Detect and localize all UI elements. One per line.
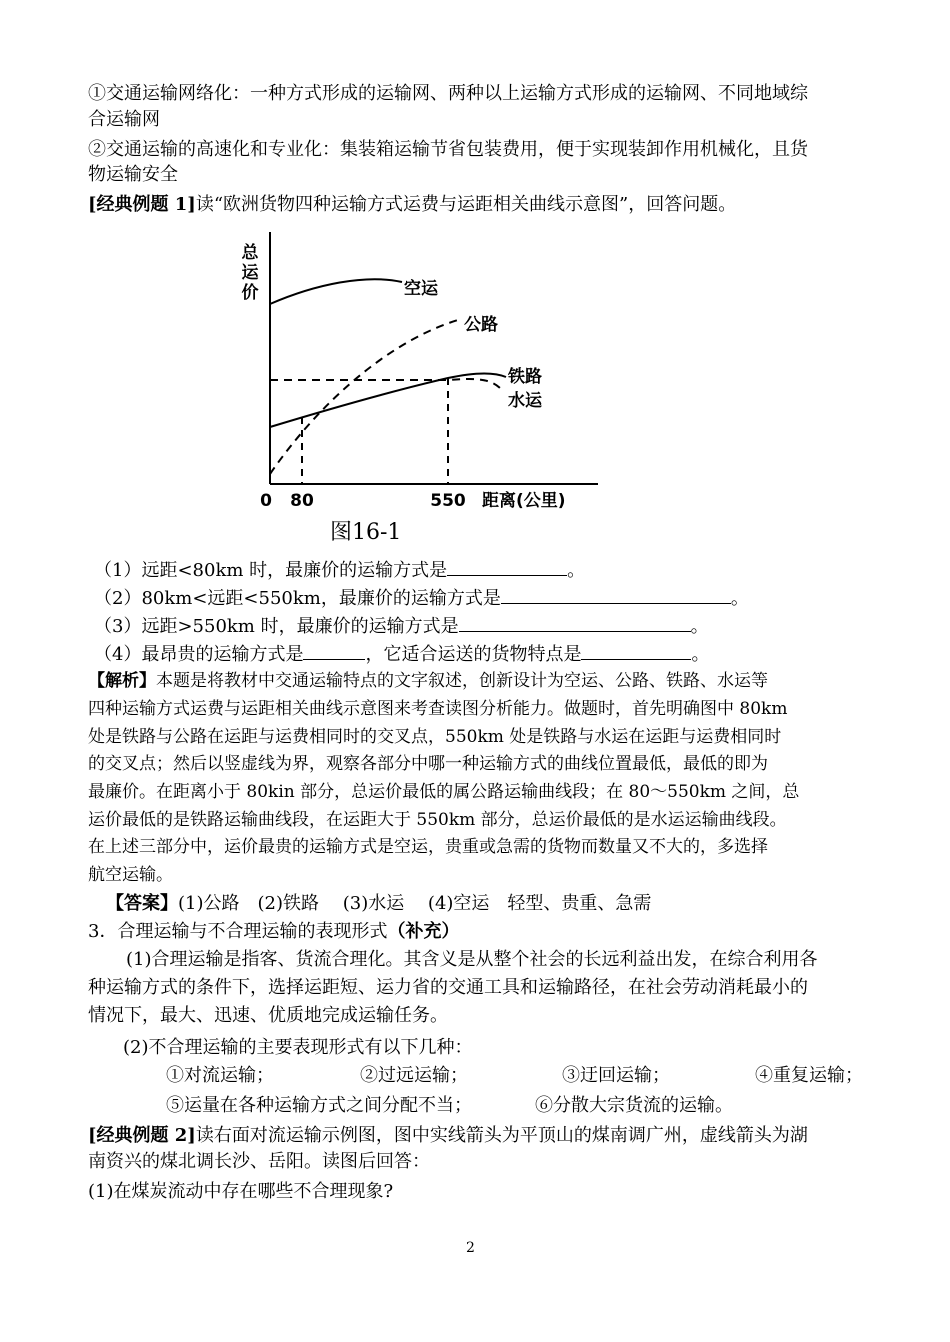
y-axis-label-3: 价 (241, 283, 259, 303)
section-title-note: （补充） (387, 921, 460, 942)
series-label-road: 公路 (464, 315, 498, 335)
answer-blank[interactable] (501, 585, 731, 604)
question-2 (94, 585, 874, 611)
question-3 (94, 613, 874, 639)
answer-text: (1)公路 (2)铁路 (3)水运 (4)空运 轻型、贵重、急需 (178, 893, 652, 914)
paragraph-line: (1)合理运输是指客、货流合理化。其含义是从整个社会的长远利益出发，在综合利用各 (126, 949, 818, 970)
example1-heading (88, 193, 868, 217)
series-label-water: 水运 (508, 391, 542, 411)
series-label-rail: 铁路 (508, 367, 542, 387)
question-4 (94, 641, 874, 667)
series-air-line (270, 279, 402, 304)
example2-tag: [经典例题 2] (88, 1125, 196, 1146)
example2-line-1 (88, 1124, 868, 1148)
question-end: 。 (567, 560, 586, 581)
list-item: ⑤运量在各种运输方式之间分配不当； (166, 1095, 472, 1116)
list-item: ②过远运输； (360, 1065, 468, 1086)
x-tick-80: 80 (290, 491, 314, 511)
text-line: ②交通运输的高速化和专业化：集装箱运输节省包装费用，便于实现装卸作用机械化，且货 (88, 139, 808, 160)
list-item: ⑥分散大宗货流的运输。 (535, 1095, 733, 1116)
analysis-line: 航空运输。 (88, 865, 173, 885)
paragraph-line: 种运输方式的条件下，选择运距短、运力省的交通工具和运输路径，在社会劳动消耗最小的 (88, 977, 808, 998)
page-number: 2 (466, 1240, 475, 1256)
answer-blank[interactable] (459, 613, 691, 632)
question-text: ，它适合运送的货物特点是 (365, 644, 582, 665)
question-end: 。 (691, 644, 710, 665)
text-line: ①交通运输网络化：一种方式形成的运输网、两种以上运输方式形成的运输网、不同地域综 (88, 83, 808, 104)
question-text: （3）远距>550km 时，最廉价的运输方式是 (94, 616, 459, 637)
x-tick-550: 550 (430, 491, 466, 511)
series-rail-line (270, 379, 502, 390)
series-road-line (270, 320, 458, 474)
answer-tag: 【答案】 (106, 893, 178, 914)
example2-text: 读右面对流运输示例图，图中实线箭头为平顶山的煤南调广州，虚线箭头为湖 (195, 1125, 808, 1146)
question-end: 。 (690, 616, 709, 637)
analysis-line: 在上述三部分中，运价最贵的运输方式是空运，贵重或急需的货物而数量又不大的，多选择 (88, 837, 768, 857)
figure-caption: 图16-1 (330, 520, 402, 545)
answer-blank[interactable] (303, 641, 365, 660)
question-text: （4）最昂贵的运输方式是 (94, 644, 304, 665)
paragraph-line: 情况下，最大、迅速、优质地完成运输任务。 (88, 1005, 448, 1026)
answer-blank[interactable] (581, 641, 691, 660)
paragraph-line: (2)不合理运输的主要表现形式有以下几种： (123, 1037, 473, 1058)
series-water-line (270, 373, 506, 427)
analysis-line: 的交叉点；然后以竖虚线为界，观察各部分中哪一种运输方式的曲线位置最低，最低的即为 (88, 754, 768, 774)
answer-blank[interactable] (447, 557, 567, 576)
analysis-line: 处是铁路与公路在运距与运费相同时的交叉点，550km 处是铁路与水运在运距与运费相同时 (88, 727, 782, 747)
y-axis-label-2: 运 (241, 263, 259, 283)
y-axis-label-1: 总 (241, 243, 259, 263)
list-item: ③迂回运输； (562, 1065, 670, 1086)
series-label-air: 空运 (404, 279, 438, 299)
analysis-line: 四种运输方式运费与运距相关曲线示意图来考查读图分析能力。做题时，首先明确图中 80km (88, 699, 788, 719)
answer-line (106, 892, 886, 916)
analysis-line: 运价最低的是铁路运输曲线段，在运距大于 550km 部分，总运价最低的是水运运输曲线段。 (88, 810, 787, 830)
analysis-tag: 【解析】 (88, 671, 156, 691)
question-text: （2）80km<远距<550km，最廉价的运输方式是 (94, 588, 501, 609)
list-item: ①对流运输； (166, 1065, 274, 1086)
example1-tag: [经典例题 1] (88, 194, 196, 215)
analysis-line-1 (88, 669, 868, 693)
section-3-title (88, 920, 868, 944)
x-axis-label: 距离(公里) (482, 491, 566, 511)
example1-text: 读“欧洲货物四种运输方式运费与运距相关曲线示意图”，回答问题。 (195, 194, 737, 215)
list-item: ④重复运输； (755, 1065, 863, 1086)
text-line: 合运输网 (88, 109, 160, 130)
question-text: （1）远距<80km 时，最廉价的运输方式是 (94, 560, 448, 581)
analysis-text: 本题是将教材中交通运输特点的文字叙述，创新设计为空运、公路、铁路、水运等 (156, 671, 768, 691)
transport-cost-chart (236, 222, 616, 512)
example2-question: (1)在煤炭流动中存在哪些不合理现象? (88, 1181, 394, 1202)
text-line: 物运输安全 (88, 164, 178, 185)
analysis-line: 最廉价。在距离小于 80kin 部分，总运价最低的属公路运输曲线段；在 80～550km 之间，总 (88, 782, 800, 802)
x-tick-0: 0 (260, 491, 272, 511)
question-1 (94, 557, 874, 583)
question-end: 。 (730, 588, 749, 609)
example2-line: 南资兴的煤北调长沙、岳阳。读图后回答： (88, 1151, 430, 1172)
section-title-text: 3．合理运输与不合理运输的表现形式 (88, 921, 388, 942)
